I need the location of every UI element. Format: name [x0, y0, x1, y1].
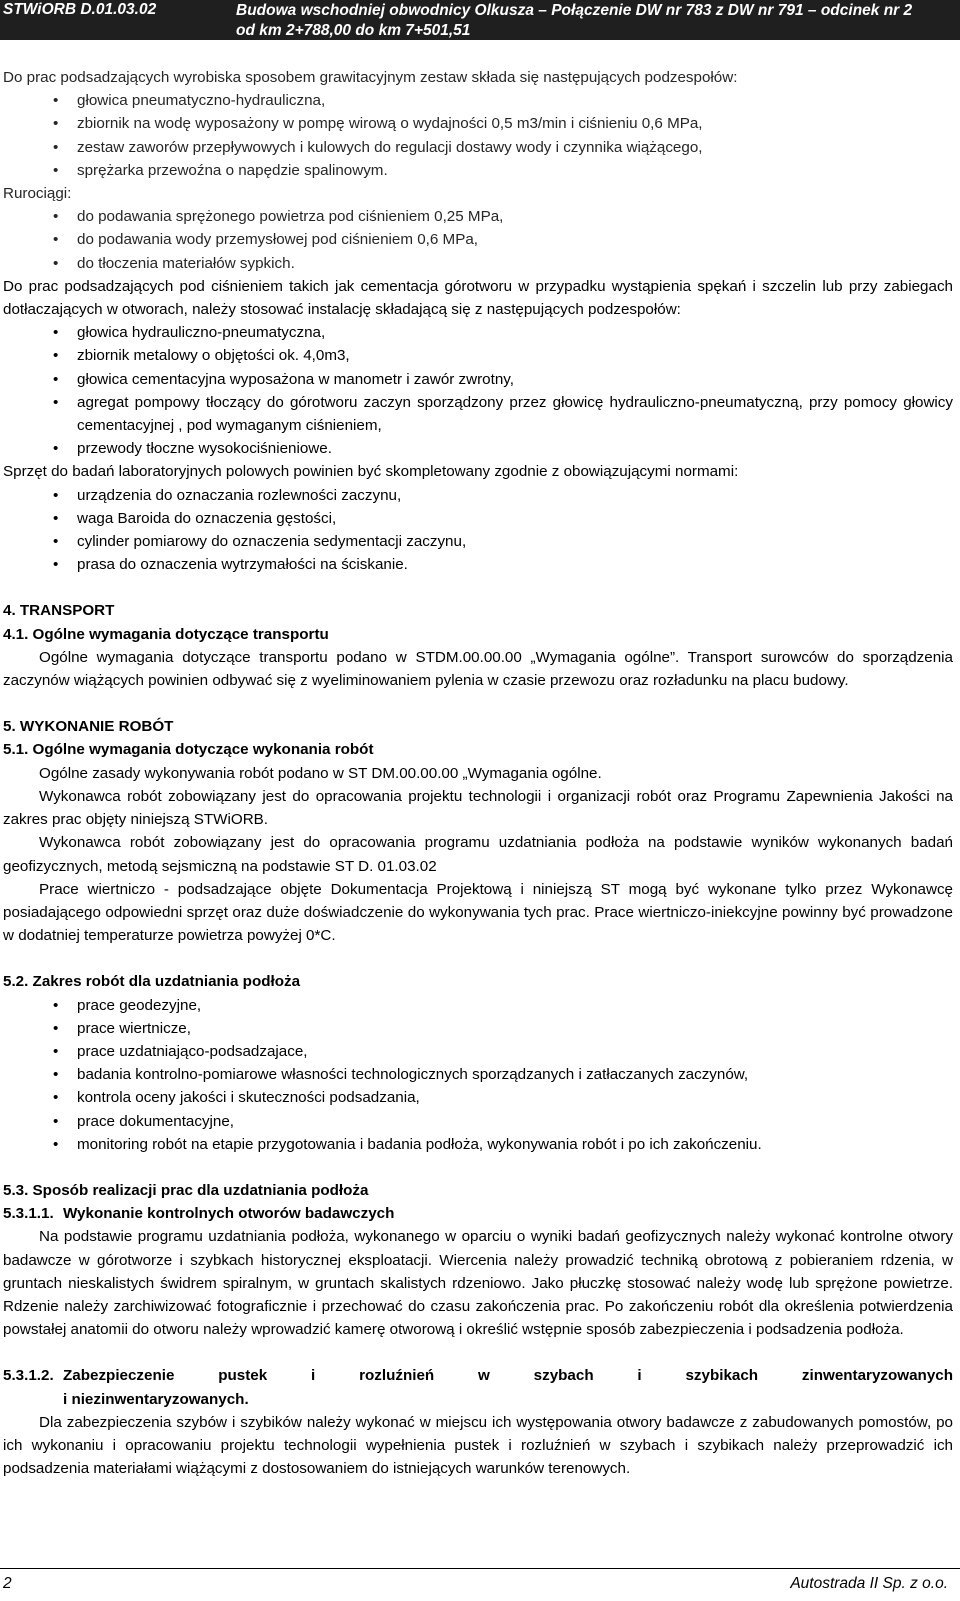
bullet-icon: • [53, 509, 59, 527]
list-item-text: prace wiertnicze, [77, 1019, 191, 1037]
list-item-text: waga Baroida do oznaczenia gęstości, [77, 509, 337, 527]
numbered-heading-continuation [3, 1388, 953, 1411]
list-item-text: do podawania wody przemysłowej pod ciśnieniem 0,6 MPa, [77, 231, 478, 249]
list-item [3, 252, 953, 275]
list-item [3, 1063, 953, 1086]
subsection-heading: 4.1. Ogólne wymagania dotyczące transportu [3, 625, 329, 643]
subsection-heading: 5.1. Ogólne wymagania dotyczące wykonania robót [3, 741, 374, 759]
spacer [3, 576, 953, 599]
bullet-icon: • [53, 440, 59, 458]
list-item [3, 553, 953, 576]
bullet-icon: • [53, 393, 59, 411]
list-item [3, 437, 953, 460]
bullet-icon: • [53, 556, 59, 574]
bullet-icon: • [53, 138, 59, 156]
section-heading: 5. WYKONANIE ROBÓT [3, 718, 174, 736]
list-item-text: urządzenia do oznaczania rozlewności zaczynu, [77, 486, 402, 504]
list-item-text: agregat pompowy tłoczący do górotworu zaczyn sporządzony przez głowicę hydrauliczno-pneumatyczną, przy pomocy głowicy cementacyjnej , pod wymaganym ciśnieniem, [77, 393, 953, 435]
list-item [3, 228, 953, 251]
page-footer [0, 1568, 960, 1601]
list-item [3, 344, 953, 367]
bullet-list [3, 89, 953, 182]
bullet-icon: • [53, 231, 59, 249]
numbered-heading [3, 1364, 953, 1387]
list-item [3, 391, 953, 437]
list-item [3, 1040, 953, 1063]
bullet-icon: • [53, 370, 59, 388]
list-item-text: monitoring robót na etapie przygotowania i badania podłoża, wykonywania robót i po ich zakończeniu. [77, 1135, 762, 1153]
bullet-list [3, 994, 953, 1156]
list-item [3, 112, 953, 135]
spacer [3, 1156, 953, 1179]
bullet-icon: • [53, 1042, 59, 1060]
list-item-text: zbiornik na wodę wyposażony w pompę wirową o wydajności 0,5 m3/min i ciśnieniu 0,6 MPa, [77, 115, 703, 133]
list-item-text: zestaw zaworów przepływowych i kulowych do regulacji dostawy wody i czynnika wiążącego, [77, 138, 703, 156]
list-item-text: prace uzdatniająco-podsadzajace, [77, 1042, 308, 1060]
bullet-icon: • [53, 486, 59, 504]
list-item [3, 1086, 953, 1109]
list-item-text: do tłoczenia materiałów sypkich. [77, 254, 295, 272]
list-item-text: badania kontrolno-pomiarowe własności technologicznych sporządzanych i zatłaczanych zaczynów, [77, 1066, 749, 1084]
list-item-text: głowica hydrauliczno-pneumatyczna, [77, 324, 326, 342]
bullet-icon: • [53, 533, 59, 551]
project-title-line-2: od km 2+788,00 do km 7+501,51 [236, 22, 471, 39]
bullet-icon: • [53, 324, 59, 342]
heading-text: Wykonanie kontrolnych otworów badawczych [63, 1205, 395, 1223]
bullet-icon: • [53, 254, 59, 272]
paragraph: Wykonawca robót zobowiązany jest do opracowania programu uzdatniania podłoża na podstawie wyników wykonanych badań geofizycznych, metodą sejsmiczną na podstawie ST D. 01.03.02 [3, 834, 953, 875]
list-item [3, 1110, 953, 1133]
list-item-text: kontrola oceny jakości i skuteczności podsadzania, [77, 1089, 420, 1107]
list-item [3, 530, 953, 553]
paragraph: Prace wiertniczo - podsadzające objęte Dokumentacja Projektową i niniejszą ST mogą być wykonane tylko przez Wykonawcę posiadającego odpowiedni sprzęt oraz duże doświadczenie do wykonywania tych prac. Prace wiertniczo-iniekcyjne powinny być prowadzone w dodatniej temperaturze powietrza powyżej 0*C. [3, 880, 953, 945]
heading-number: 5.3.1.2. [3, 1367, 54, 1385]
heading-number: 5.3.1.1. [3, 1205, 54, 1223]
bullet-icon: • [53, 92, 59, 110]
bullet-icon: • [53, 1019, 59, 1037]
subsection-heading: 5.3. Sposób realizacji prac dla uzdatniania podłoża [3, 1181, 369, 1199]
bullet-list [3, 321, 953, 460]
list-item-text: prasa do oznaczenia wytrzymałości na ściskanie. [77, 556, 408, 574]
list-item [3, 1133, 953, 1156]
spacer [3, 692, 953, 715]
bullet-icon: • [53, 1135, 59, 1153]
heading-text: i niezinwentaryzowanych. [63, 1390, 249, 1408]
subsection-heading: 5.2. Zakres robót dla uzdatniania podłoża [3, 973, 301, 991]
page-header [0, 0, 960, 40]
paragraph: Wykonawca robót zobowiązany jest do opracowania projektu technologii i organizacji robót oraz Programu Zapewnienia Jakości na zakres prac objęty niniejszą STWiORB. [3, 787, 953, 829]
bullet-icon: • [53, 161, 59, 179]
list-item-text: prace dokumentacyjne, [77, 1112, 235, 1130]
paragraph: Rurociągi: [3, 185, 72, 203]
list-item [3, 368, 953, 391]
list-item [3, 321, 953, 344]
document-code: STWiORB D.01.03.02 [3, 1, 157, 18]
list-item [3, 89, 953, 112]
list-item-text: zbiornik metalowy o objętości ok. 4,0m3, [77, 347, 350, 365]
section-heading: 4. TRANSPORT [3, 602, 115, 620]
bullet-icon: • [53, 208, 59, 226]
spacer [3, 947, 953, 970]
bullet-icon: • [53, 1089, 59, 1107]
list-item-text: sprężarka przewoźna o napędzie spalinowym. [77, 161, 388, 179]
bullet-icon: • [53, 996, 59, 1014]
list-item [3, 136, 953, 159]
list-item [3, 205, 953, 228]
bullet-list [3, 484, 953, 577]
document-body [3, 66, 953, 1480]
project-title-line-1: Budowa wschodniej obwodnicy Olkusza – Połączenie DW nr 783 z DW nr 791 – odcinek nr 2 [236, 2, 913, 19]
list-item-text: do podawania sprężonego powietrza pod ciśnieniem 0,25 MPa, [77, 208, 504, 226]
list-item-text: cylinder pomiarowy do oznaczenia sedymentacji zaczynu, [77, 533, 467, 551]
list-item [3, 994, 953, 1017]
list-item-text: przewody tłoczne wysokociśnieniowe. [77, 440, 332, 458]
bullet-icon: • [53, 1066, 59, 1084]
list-item [3, 484, 953, 507]
paragraph: Do prac podsadzających wyrobiska sposobem grawitacyjnym zestaw składa się następujących podzespołów: [3, 69, 738, 86]
list-item [3, 159, 953, 182]
paragraph: Ogólne wymagania dotyczące transportu podano w STDM.00.00.00 „Wymagania ogólne”. Transport surowców do sporządzenia zaczynów wiążących powinien odbywać się z wyeliminowaniem pylenia w czasie przewozu oraz rozładunku na placu budowy. [3, 648, 953, 690]
page-number: 2 [3, 1575, 12, 1592]
heading-text: Zabezpieczenie pustek i rozluźnień w szybach i szybikach zinwentaryzowanych [63, 1367, 953, 1385]
numbered-heading [3, 1202, 953, 1225]
paragraph: Sprzęt do badań laboratoryjnych polowych powinien być skompletowany zgodnie z obowiązującymi normami: [3, 463, 739, 481]
project-title [236, 1, 912, 41]
paragraph: Dla zabezpieczenia szybów i szybików należy wykonać w miejscu ich występowania otwory badawcze z zabudowanych pomostów, po ich wykonaniu i opracowaniu projektu technologii wypełnienia pustek i rozluźnień w szybach i szybikach należy przeprowadzić ich podsadzenia materiałami wiążącymi z dostosowaniem do istniejących warunków terenowych. [3, 1413, 953, 1478]
list-item-text: prace geodezyjne, [77, 996, 202, 1014]
list-item [3, 1017, 953, 1040]
spacer [3, 1341, 953, 1364]
paragraph: Na podstawie programu uzdatniania podłoża, wykonanego w oparciu o wyniki badań geofizycznych należy wykonać kontrolne otwory badawcze w górotworze i szybkach historycznej eksploatacji. Wiercenia należy prowadzić techniką obrotową z pobieraniem rdzenia, w gruntach nieskalistych świdrem spiralnym, w gruntach skalistych rdzeniowo. Jako płuczkę stosować należy wodę lub sprężone powietrze. Rdzenie należy zarchiwizować fotograficznie i przechować do czasu zakończenia prac. Po zakończeniu robót dla określenia potwierdzenia powstałej anatomii do otworu należy wprowadzić kamerę otworową i określić wstępnie sposób zabezpieczenia i podsadzenia podłoża. [3, 1228, 953, 1339]
bullet-icon: • [53, 347, 59, 365]
bullet-icon: • [53, 115, 59, 133]
list-item-text: głowica pneumatyczno-hydrauliczna, [77, 92, 326, 110]
company-name: Autostrada II Sp. z o.o. [790, 1575, 948, 1592]
paragraph: Do prac podsadzających pod ciśnieniem takich jak cementacja górotworu w przypadku wystąpienia spękań i szczelin lub przy zabiegach dotłaczających w otworach, należy stosować instalację składającą się z następujących podzespołów: [3, 277, 953, 319]
paragraph: Ogólne zasady wykonywania robót podano w ST DM.00.00.00 „Wymagania ogólne. [39, 764, 602, 782]
bullet-list [3, 205, 953, 275]
list-item-text: głowica cementacyjna wyposażona w manometr i zawór zwrotny, [77, 370, 514, 388]
bullet-icon: • [53, 1112, 59, 1130]
list-item [3, 507, 953, 530]
